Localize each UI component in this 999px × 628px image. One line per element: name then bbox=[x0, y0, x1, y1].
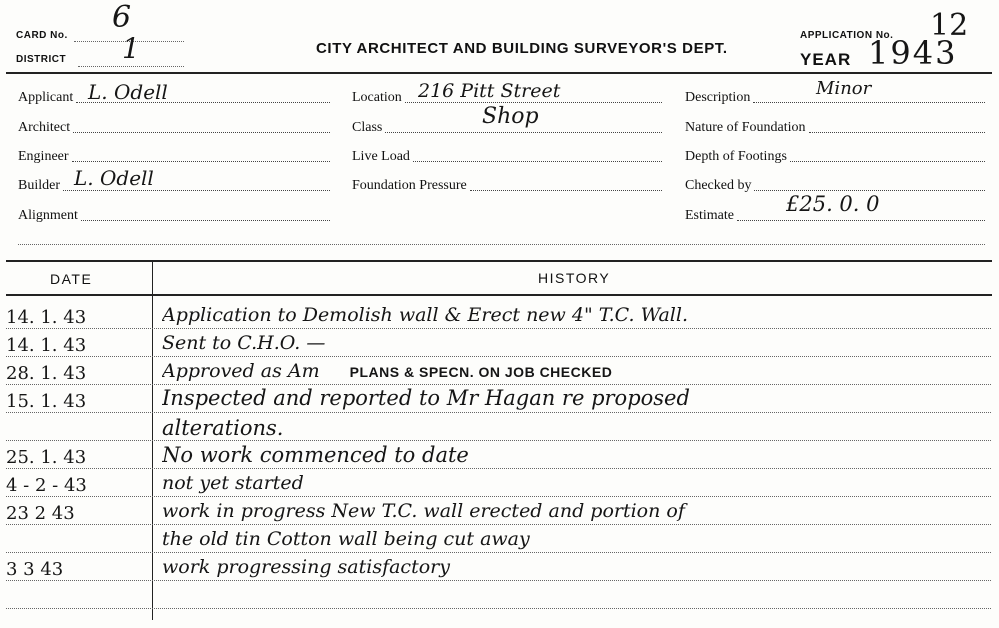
history-date: 3 3 43 bbox=[6, 559, 64, 580]
year-label: YEAR bbox=[800, 50, 852, 69]
year-value: 1943 bbox=[868, 34, 958, 72]
history-entry-handwritten: Approved as Am bbox=[162, 360, 320, 382]
history-entry: not yet started bbox=[162, 472, 304, 494]
estimate-value: £25. 0. 0 bbox=[786, 192, 880, 216]
alignment-field bbox=[18, 204, 330, 224]
history-date: 14. 1. 43 bbox=[6, 307, 87, 328]
builder-value: L. Odell bbox=[74, 166, 154, 190]
location-value: 216 Pitt Street bbox=[418, 80, 561, 102]
history-date: 4 - 2 - 43 bbox=[6, 475, 87, 496]
card-no-value: 6 bbox=[112, 0, 132, 35]
date-column-divider bbox=[152, 262, 153, 620]
fields-bottom-dotline bbox=[18, 244, 985, 245]
row-line bbox=[6, 552, 991, 553]
row-line bbox=[6, 412, 991, 413]
applicant-value: L. Odell bbox=[88, 80, 168, 104]
live-load-field bbox=[352, 145, 662, 165]
estimate-label: Estimate bbox=[685, 208, 734, 223]
history-entry: Inspected and reported to Mr Hagan re proposed bbox=[162, 386, 690, 410]
history-column-header: HISTORY bbox=[538, 270, 611, 286]
history-date: 23 2 43 bbox=[6, 503, 75, 524]
history-date: 14. 1. 43 bbox=[6, 335, 87, 356]
plans-checked-stamp: PLANS & SPECN. ON JOB CHECKED bbox=[349, 364, 613, 380]
history-entry: work in progress New T.C. wall erected and portion of bbox=[162, 500, 685, 522]
live-load-label: Live Load bbox=[352, 149, 410, 164]
card-no-label: CARD No. bbox=[16, 30, 68, 41]
nature-of-foundation-field bbox=[685, 116, 985, 136]
architect-label: Architect bbox=[18, 120, 71, 135]
nature-of-foundation-label: Nature of Foundation bbox=[685, 120, 806, 135]
district-label: DISTRICT bbox=[16, 54, 67, 65]
row-line bbox=[6, 524, 991, 525]
row-line bbox=[6, 440, 991, 441]
history-entry: alterations. bbox=[162, 416, 284, 440]
application-no-label: APPLICATION No. bbox=[800, 30, 894, 41]
history-entry: the old tin Cotton wall being cut away bbox=[162, 528, 530, 550]
row-line bbox=[6, 328, 991, 329]
description-value: Minor bbox=[816, 78, 872, 99]
architect-field bbox=[18, 116, 330, 136]
description-label: Description bbox=[685, 90, 751, 105]
row-line bbox=[6, 608, 991, 609]
row-line bbox=[6, 496, 991, 497]
alignment-label: Alignment bbox=[18, 208, 78, 223]
department-title: CITY ARCHITECT AND BUILDING SURVEYOR'S DEPT. bbox=[316, 40, 728, 57]
builder-label: Builder bbox=[18, 178, 60, 193]
district-dotline bbox=[78, 66, 184, 67]
class-value: Shop bbox=[482, 104, 539, 129]
engineer-label: Engineer bbox=[18, 149, 69, 164]
header-rule bbox=[6, 72, 992, 74]
history-date: 25. 1. 43 bbox=[6, 447, 87, 468]
table-top-rule bbox=[6, 260, 992, 262]
applicant-field bbox=[18, 86, 330, 106]
builder-field bbox=[18, 174, 330, 194]
district-value: 1 bbox=[122, 32, 140, 65]
table-header-rule bbox=[6, 294, 992, 296]
application-no-value: 12 bbox=[930, 8, 969, 43]
class-label: Class bbox=[352, 120, 383, 135]
location-label: Location bbox=[352, 90, 402, 105]
history-entry bbox=[162, 360, 992, 382]
checked-by-field bbox=[685, 174, 985, 194]
history-date: 28. 1. 43 bbox=[6, 363, 87, 384]
row-line bbox=[6, 468, 991, 469]
row-line bbox=[6, 580, 991, 581]
depth-of-footings-label: Depth of Footings bbox=[685, 149, 787, 164]
history-date: 15. 1. 43 bbox=[6, 391, 87, 412]
row-line bbox=[6, 384, 991, 385]
history-entry: Sent to C.H.O. — bbox=[162, 332, 326, 354]
history-entry: Application to Demolish wall & Erect new 4" T.C. Wall. bbox=[162, 304, 688, 326]
engineer-field bbox=[18, 145, 330, 165]
foundation-pressure-field bbox=[352, 174, 662, 194]
checked-by-label: Checked by bbox=[685, 178, 752, 193]
applicant-label: Applicant bbox=[18, 90, 74, 105]
depth-of-footings-field bbox=[685, 145, 985, 165]
row-line bbox=[6, 356, 991, 357]
foundation-pressure-label: Foundation Pressure bbox=[352, 178, 467, 193]
history-entry: No work commenced to date bbox=[162, 443, 469, 467]
date-column-header: DATE bbox=[50, 271, 93, 287]
history-entry: work progressing satisfactory bbox=[162, 556, 450, 578]
